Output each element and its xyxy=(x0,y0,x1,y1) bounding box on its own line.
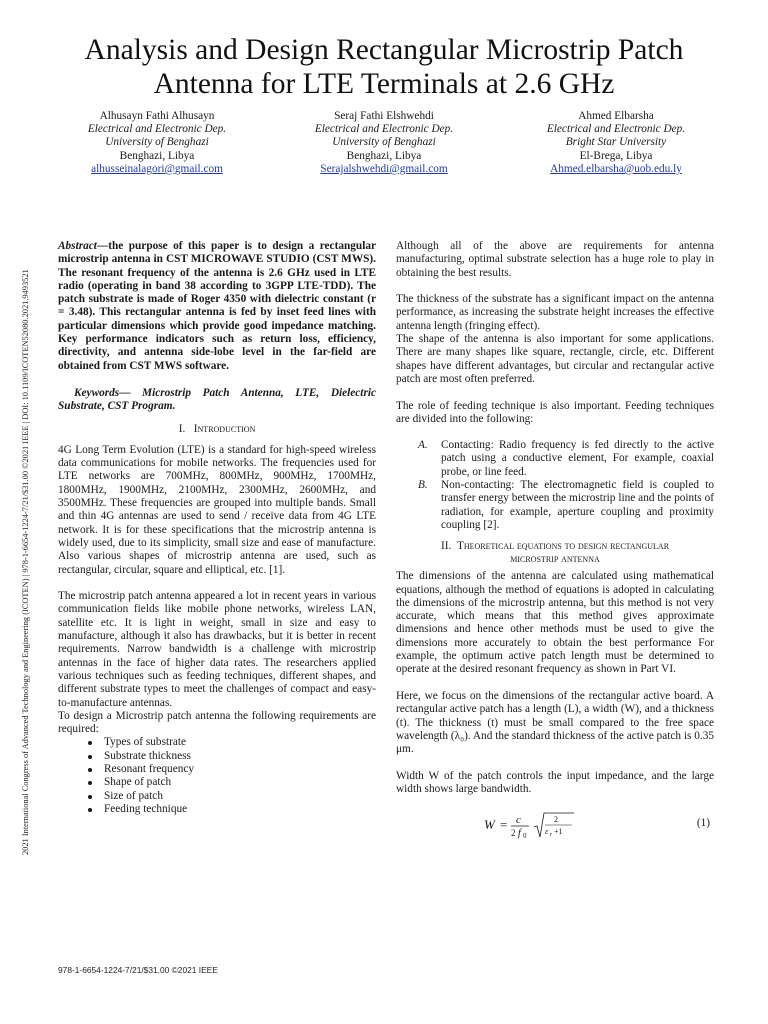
item-label: B. xyxy=(418,479,428,492)
section-title-line-1: Theoretical equations to design rectangular xyxy=(456,540,670,553)
body-paragraph: The dimensions of the antenna are calculated using mathematical equations, although the method of equations is adopted in calculating the dimensions of the microstrip antenna, but this method is not very accurate, which means that this method gives approximate dimensions and hence other methods must be used to give the dimensions more accurately to obtain the best performance For example, the optimum active patch length must be determined to operate at the desired resonant frequency as shown in Part VI. xyxy=(396,570,714,676)
body-paragraph: Here, we focus on the dimensions of the rectangular active board. A rectangular active patch has a length (L), a width (W), and a thickness (t). The thickness (t) must be small compared to the free space wavelength (λ₀). And the standard thickness of the active patch is 0.35 μm. xyxy=(396,689,714,756)
svg-text:ε: ε xyxy=(545,827,549,837)
intro-paragraph-3: To design a Microstrip patch antenna the following requirements are required: xyxy=(58,709,376,736)
abstract xyxy=(58,240,376,373)
feed-technique-item xyxy=(396,439,714,479)
svg-text:r: r xyxy=(550,832,552,839)
paper-title xyxy=(40,33,728,101)
item-text: Contacting: Radio frequency is fed directly to the active patch using a conductive element, For example, coaxial probe, or line feed. xyxy=(441,439,714,478)
right-column xyxy=(396,240,714,840)
section-heading-introduction xyxy=(58,423,376,436)
intro-paragraph-2: The microstrip patch antenna appeared a lot in recent years in various communication fields like mobile phone networks, wireless LAN, satellite etc. It is light in weight, small in size and easy to manufacture, although it also has drawbacks, but it is better in recent requirements. Narrow bandwidth is a challenge with microstrip antennas in the face of higher data rates. The researchers applied various techniques such as feeding techniques, different shapes, and different substrate types to meet the challenges of compact and easy-to-manufacture antennas. xyxy=(58,590,376,709)
list-item: Shape of patch xyxy=(88,776,376,789)
author-university: University of Benghazi xyxy=(105,136,209,149)
author-name: Alhusayn Fathi Alhusayn xyxy=(99,110,215,122)
author-department: Electrical and Electronic Dep. xyxy=(87,123,227,136)
author-university: University of Benghazi xyxy=(332,136,436,149)
abstract-lead: Abstract xyxy=(58,240,97,252)
author-block-3 xyxy=(501,110,731,176)
list-item: Substrate thickness xyxy=(88,750,376,763)
body-paragraph: Although all of the above are requirements for antenna manufacturing, optimal substrate selection has a huge role to play in obtaining the best results. xyxy=(396,240,714,279)
author-name: Ahmed Elbarsha xyxy=(578,110,654,122)
intro-paragraph-1: 4G Long Term Evolution (LTE) is a standard for high-speed wireless data communications for mobile networks. The frequencies used for LTE networks are 700MHz, 800MHz, 900MHz, 1700MHz, 1800MHz, 1900MHz, 2100MHz, 2300MHz, 2600MHz, and 3500MHz. These frequencies are grouped into multiple bands. Small and thin 4G antennas are used to send / receive data from 4G LTE network. It is for these specifications that the microstrip antenna is widely used, due to its simplicity, small size and ease of manufacture. Also various shapes of microstrip antenna are used, such as rectangular, circular, square and elliptical, etc. [1]. xyxy=(58,443,376,576)
section-heading-theoretical xyxy=(396,540,714,565)
author-block-1 xyxy=(42,110,272,176)
list-item: Types of substrate xyxy=(88,736,376,749)
author-email-link[interactable]: Ahmed.elbarsha@uob.edu.ly xyxy=(550,162,682,175)
author-city: Benghazi, Libya xyxy=(346,149,422,162)
svg-text:c: c xyxy=(516,814,521,827)
section-title: Introduction xyxy=(193,422,256,435)
copyright-footer: 978-1-6654-1224-7/21/$31.00 ©2021 IEEE xyxy=(58,965,218,975)
svg-text:=: = xyxy=(500,817,508,833)
svg-text:2: 2 xyxy=(554,815,558,825)
author-department: Electrical and Electronic Dep. xyxy=(546,123,686,136)
author-email-link[interactable]: alhusseinalagori@gmail.com xyxy=(91,162,223,175)
author-university: Bright Star University xyxy=(565,136,667,149)
abstract-text: —the purpose of this paper is to design a rectangular microstrip antenna in CST MICROWAVE STUDIO (CST MWS). The resonant frequency of the antenna is 2.6 GHz used in LTE radio (operating in band 38 according to 3GPP LTE-TDD). The patch substrate is made of Roger 4350 with dielectric constant (r = 3.48). This rectangular antenna is fed by inset feed lines with particular dimensions which provide good impedance matching. Key performance indicators such as return loss, efficiency, directivity, and antenna side-lobe level in the far-field are obtained from CST MWS software. xyxy=(58,240,376,372)
author-email-link[interactable]: Serajalshwehdi@gmail.com xyxy=(320,162,448,175)
item-label: A. xyxy=(418,439,428,452)
body-paragraph: The thickness of the substrate has a significant impact on the antenna performance, as increasing the substrate height increases the effective antenna length (fringing effect). xyxy=(396,293,714,332)
svg-text:f: f xyxy=(518,828,521,840)
width-formula-graphic xyxy=(482,810,582,840)
left-column xyxy=(58,240,376,816)
title-line-2: Antenna for LTE Terminals at 2.6 GHz xyxy=(153,68,615,100)
svg-text:W: W xyxy=(484,817,495,833)
list-item: Feeding technique xyxy=(88,803,376,816)
feed-technique-item xyxy=(396,479,714,532)
author-name: Seraj Fathi Elshwehdi xyxy=(334,110,434,122)
author-department: Electrical and Electronic Dep. xyxy=(314,123,454,136)
list-item: Size of patch xyxy=(88,790,376,803)
list-item: Resonant frequency xyxy=(88,763,376,776)
svg-text:2: 2 xyxy=(511,828,516,839)
side-citation-note: 2021 International Congress of Advanced Technology and Engineering (ICOTEN) | 978-1-6654-1224-7/21/$31.00 ©2021 IEEE | DOI: 10.1109/ICOTEN52080.2021.9493521 xyxy=(21,269,30,855)
title-line-1: Analysis and Design Rectangular Microstrip Patch xyxy=(84,34,684,66)
body-paragraph: Width W of the patch controls the input impedance, and the large width shows large bandwidth. xyxy=(396,769,714,795)
body-paragraph: The role of feeding technique is also important. Feeding techniques are divided into the following: xyxy=(396,399,714,425)
equation-number: (1) xyxy=(696,817,710,830)
body-paragraph: The shape of the antenna is also important for some applications. There are many shapes like square, rectangle, circle, etc. Different shapes have different advantages, but circular and rectangular active patch are most often preferred. xyxy=(396,333,714,385)
section-number: I. xyxy=(178,422,186,435)
svg-text:0: 0 xyxy=(523,832,527,841)
author-city: Benghazi, Libya xyxy=(119,149,195,162)
svg-text:+1: +1 xyxy=(554,827,563,837)
author-city: El-Brega, Libya xyxy=(579,149,653,162)
keywords: Keywords— Microstrip Patch Antenna, LTE, Dielectric Substrate, CST Program. xyxy=(58,386,376,413)
requirements-list xyxy=(58,736,376,816)
equation-row xyxy=(396,810,714,840)
item-text: Non-contacting: The electromagnetic field is coupled to transfer energy between the microstrip line and the points of radiation, for example, aperture coupling and proximity coupling [2]. xyxy=(441,479,714,531)
author-block-2 xyxy=(269,110,499,176)
section-title-line-2: microstrip antenna xyxy=(510,552,600,565)
section-number: II. xyxy=(440,540,452,553)
